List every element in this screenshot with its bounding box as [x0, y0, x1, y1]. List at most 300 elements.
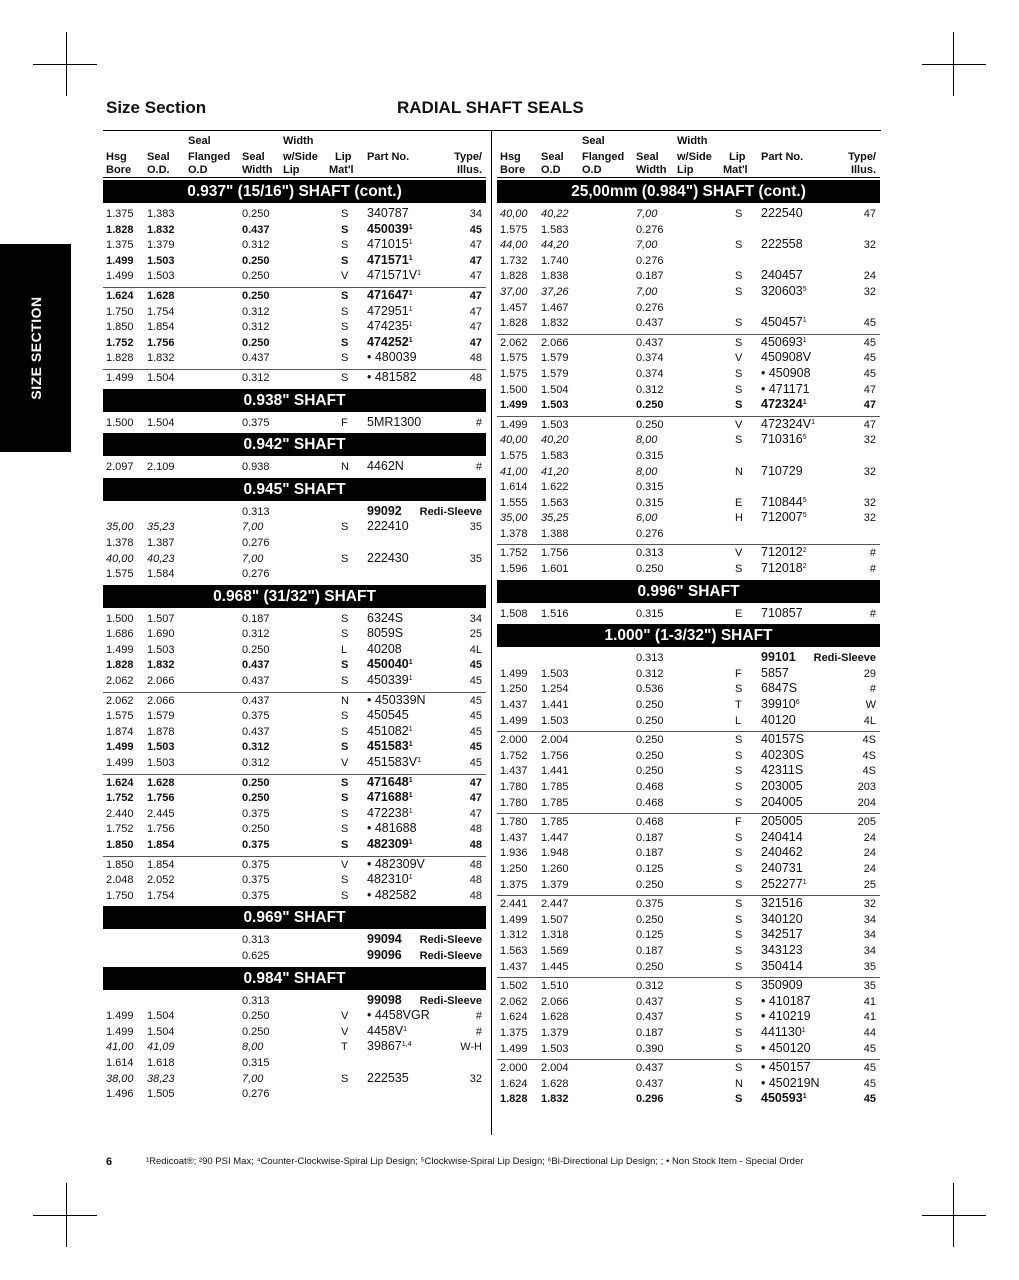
footnote-ref: 1: [417, 270, 421, 278]
lip-material: S: [341, 612, 349, 625]
table-row: [497, 223, 880, 239]
table-row: [103, 552, 486, 568]
footnote-ref: 1: [802, 336, 807, 344]
footnote-ref: 1: [408, 223, 413, 231]
type-illus: 47: [469, 270, 482, 283]
hsg-bore: 1.499: [106, 270, 134, 283]
type-illus: 45: [863, 317, 876, 330]
type-illus: 35: [469, 521, 482, 534]
table-row: [497, 651, 880, 667]
table-row: [103, 371, 486, 387]
hsg-bore: 1.850: [106, 839, 134, 851]
seal-od: 1.503: [147, 741, 175, 754]
type-illus: 34: [469, 612, 482, 625]
part-number: 222410: [367, 519, 409, 534]
table-row: [497, 433, 880, 449]
lip-material: S: [735, 980, 743, 993]
row-group: [103, 693, 486, 775]
footnote-ref: 1: [811, 418, 815, 426]
hdr-flanged: Flanged: [582, 151, 625, 163]
seal-od: 1.618: [147, 1056, 175, 1069]
seal-od: 40,20: [541, 434, 569, 447]
hsg-bore: 1.596: [500, 563, 528, 576]
seal-od: 1.507: [147, 612, 175, 625]
hsg-bore: 1.750: [106, 305, 134, 318]
hsg-bore: 1.499: [106, 1025, 134, 1038]
seal-od: 1.503: [147, 254, 175, 267]
hsg-bore: 1.499: [500, 399, 528, 412]
row-group: [497, 206, 880, 335]
footnote-ref: 1: [408, 659, 413, 667]
hdr-seal-width: Width: [242, 164, 273, 176]
row-group: [103, 857, 486, 907]
seal-od: 1.379: [541, 1026, 569, 1039]
part-number: 205005: [761, 814, 803, 829]
lip-material: S: [735, 1093, 743, 1106]
seal-width: 0.276: [242, 568, 270, 581]
footnote-ref: 2: [802, 563, 807, 571]
footnote-ref: 1: [408, 839, 413, 846]
table-row: [497, 979, 880, 995]
seal-width: 0.250: [242, 336, 270, 349]
page-number: 6: [106, 1156, 113, 1168]
table-row: [103, 949, 486, 965]
type-illus: 48: [469, 839, 482, 851]
lip-material: S: [341, 628, 349, 641]
type-illus: 205: [857, 816, 876, 829]
hsg-bore: 1.250: [500, 862, 528, 875]
type-illus: 32: [863, 434, 876, 447]
type-illus: 32: [863, 285, 876, 298]
seal-width: 0.250: [242, 792, 270, 805]
seal-width: 0.312: [636, 667, 664, 680]
type-illus: Redi-Sleeve: [419, 994, 482, 1007]
hsg-bore: 1.828: [500, 1093, 528, 1106]
seal-od: 1.503: [541, 1042, 569, 1055]
lip-material: S: [341, 776, 349, 789]
hsg-bore: 2.000: [500, 1062, 528, 1075]
table-row: [497, 995, 880, 1011]
lip-material: N: [341, 694, 349, 707]
table-row: [497, 527, 880, 543]
type-illus: 45: [863, 1042, 876, 1055]
hdr-matl: Mat'l: [723, 164, 748, 176]
lip-material: N: [735, 1077, 743, 1090]
seal-od: 1.503: [147, 757, 175, 770]
hsg-bore: 40,00: [500, 208, 528, 220]
seal-width: 0.938: [242, 461, 270, 474]
footnote-ref: 1: [802, 317, 807, 325]
table-row: [497, 878, 880, 894]
shaft-band: 0.968" (31/32") SHAFT: [103, 585, 486, 608]
part-number: 204005: [761, 794, 803, 809]
seal-width: 0.312: [242, 757, 270, 770]
part-number: • 410187: [761, 993, 811, 1008]
type-illus: Redi-Sleeve: [419, 505, 482, 518]
hdr-flanged-od: O.D: [188, 164, 208, 176]
seal-od: 2.066: [147, 675, 175, 688]
hdr-lip-mat: Lip: [729, 151, 746, 163]
table-row: [497, 336, 880, 352]
footnote-ref: 5: [802, 434, 807, 442]
seal-od: 1.854: [147, 839, 175, 851]
seal-od: 1.832: [541, 317, 569, 330]
lip-material: S: [735, 847, 743, 860]
seal-od: 1.832: [147, 352, 175, 365]
seal-width: 0.250: [636, 878, 664, 891]
type-illus: 34: [863, 944, 876, 957]
seal-od: 1.563: [541, 496, 569, 509]
seal-od: 1.628: [147, 776, 175, 789]
lip-material: S: [341, 254, 349, 267]
crop-mark: [922, 1215, 986, 1216]
table-row: [103, 838, 486, 854]
lip-material: N: [341, 461, 349, 474]
part-number: 451082$^1$: [367, 723, 413, 738]
type-illus: 32: [863, 239, 876, 252]
hsg-bore: 44,00: [500, 239, 528, 252]
hsg-bore: 1.750: [106, 889, 134, 902]
hdr-flanged-seal: Seal: [582, 135, 605, 147]
part-number: 471648$^1$: [367, 774, 413, 789]
crop-mark: [953, 1183, 954, 1247]
part-number: 472951$^1$: [367, 303, 413, 318]
seal-width: 0.250: [636, 399, 664, 412]
lip-material: V: [341, 858, 349, 871]
lip-material: N: [735, 465, 743, 478]
type-illus: 47: [469, 776, 482, 789]
seal-od: 1.516: [541, 607, 569, 620]
seal-width: 0.437: [242, 725, 270, 738]
type-illus: 45: [469, 675, 482, 688]
type-illus: 24: [863, 847, 876, 860]
table-row: [497, 316, 880, 332]
seal-width: 0.536: [636, 683, 664, 696]
part-number: 450908V: [761, 350, 812, 365]
crop-mark: [66, 32, 67, 96]
hsg-bore: 41,00: [106, 1041, 134, 1054]
hsg-bore: 41,00: [500, 465, 528, 478]
part-number: 40157S: [761, 732, 805, 747]
lip-material: S: [341, 371, 349, 384]
hsg-bore: 1.375: [500, 1026, 528, 1039]
table-row: [497, 383, 880, 399]
type-illus: #: [869, 563, 876, 576]
part-number: 5857: [761, 665, 789, 680]
type-illus: 4L: [469, 643, 482, 656]
table-row: [103, 756, 486, 772]
part-number: 474252$^1$: [367, 334, 413, 349]
lip-material: S: [735, 563, 743, 576]
table-row: [103, 776, 486, 792]
row-group: [497, 545, 880, 579]
hsg-bore: 1.828: [500, 317, 528, 330]
footnote-ref: 6: [795, 699, 800, 707]
seal-width: 0.375: [242, 874, 270, 887]
hsg-bore: 1.500: [500, 383, 528, 396]
type-illus: W-H: [460, 1041, 482, 1054]
lip-material: S: [341, 823, 349, 836]
hsg-bore: 2.000: [500, 734, 528, 747]
footnote: ¹Redicoat®; ²90 PSI Max; ⁴Counter-Clockwise-Spiral Lip Design; ⁵Clockwise-Spiral Lip Design; ⁶Bi-Directional Lip Design; ; • Non Stock Item - Special Order: [146, 1156, 804, 1167]
lip-material: S: [341, 208, 349, 220]
seal-od: 2.066: [541, 336, 569, 349]
seal-width: 0.315: [636, 481, 664, 494]
type-illus: 4S: [862, 734, 876, 747]
table-row: [103, 994, 486, 1010]
hdr-seal-width-seal: Seal: [242, 151, 265, 163]
hsg-bore: 1.499: [500, 418, 528, 431]
lip-material: V: [735, 418, 743, 431]
hsg-bore: 2.062: [500, 336, 528, 349]
crop-mark: [922, 64, 986, 65]
seal-od: 1.504: [147, 371, 175, 384]
seal-od: 1.383: [147, 208, 175, 220]
seal-od: 1.579: [541, 352, 569, 365]
hdr-lip: Lip: [677, 164, 694, 176]
hdr-illus: Illus.: [456, 164, 482, 176]
lip-material: S: [341, 741, 349, 754]
hsg-bore: 1.457: [500, 301, 528, 314]
type-illus: 45: [469, 725, 482, 738]
seal-od: 1.510: [541, 980, 569, 993]
seal-od: 1.854: [147, 321, 175, 334]
part-number: $472324V^1$: [761, 416, 815, 431]
part-number: 42311S: [761, 763, 804, 778]
table-row: [497, 1010, 880, 1026]
lip-material: S: [735, 960, 743, 973]
table-row: [497, 897, 880, 913]
footnote-ref: 1: [802, 878, 807, 886]
right-column: [497, 131, 880, 1110]
type-illus: 48: [469, 371, 482, 384]
hsg-bore: 1.752: [106, 792, 134, 805]
hdr-illus: Illus.: [850, 164, 876, 176]
shaft-band: 0.938" SHAFT: [103, 389, 486, 412]
table-row: [497, 480, 880, 496]
seal-width: 0.312: [636, 383, 664, 396]
table-row: [497, 351, 880, 367]
table-row: [497, 511, 880, 527]
shaft-band: 0.969" SHAFT: [103, 906, 486, 929]
table-row: [103, 269, 486, 285]
part-number: 450339$^1$: [367, 673, 413, 688]
table-row: [497, 367, 880, 383]
lip-material: F: [735, 667, 742, 680]
lip-material: S: [341, 305, 349, 318]
hsg-bore: 1.312: [500, 929, 528, 942]
seal-od: 1.583: [541, 223, 569, 236]
seal-od: 40,23: [147, 552, 175, 565]
seal-width: 8,00: [242, 1041, 264, 1054]
seal-od: 1.447: [541, 831, 569, 844]
seal-od: 1.756: [147, 336, 175, 349]
row-group: [497, 732, 880, 814]
type-illus: 45: [469, 659, 482, 672]
table-row: [103, 612, 486, 628]
table-row: [103, 223, 486, 239]
hdr-part-no: Part No.: [367, 151, 410, 163]
seal-width: 0.312: [242, 628, 270, 641]
table-row: [103, 858, 486, 874]
hsg-bore: 35,00: [500, 512, 528, 525]
footnote-ref: 1: [408, 289, 413, 297]
hsg-bore: 1.437: [500, 699, 528, 712]
footnote-ref: 1: [408, 254, 413, 262]
seal-width: 6,00: [636, 512, 658, 525]
type-illus: 32: [863, 512, 876, 525]
shaft-band: 0.945" SHAFT: [103, 478, 486, 501]
type-illus: 25: [469, 628, 482, 641]
hsg-bore: 1.752: [500, 749, 528, 762]
part-number: 222535: [367, 1070, 409, 1085]
seal-od: 1.379: [147, 239, 175, 252]
type-illus: 48: [469, 889, 482, 902]
footnote-ref: 1: [408, 675, 413, 683]
lip-material: S: [735, 944, 743, 957]
table-row: [103, 725, 486, 741]
seal-width: 0.375: [636, 898, 664, 911]
hsg-bore: 2.440: [106, 807, 134, 820]
table-row: [103, 416, 486, 432]
type-illus: 25: [863, 878, 876, 891]
table-row: [497, 465, 880, 481]
type-illus: W: [865, 699, 876, 712]
part-number: 712018$^2$: [761, 561, 807, 576]
table-row: [103, 520, 486, 536]
seal-width: 0.276: [636, 254, 664, 267]
table-row: [497, 913, 880, 929]
part-number: 450457$^1$: [761, 315, 807, 330]
type-illus: 47: [863, 208, 876, 220]
seal-width: 0.276: [636, 527, 664, 540]
part-number: 99094: [367, 932, 402, 947]
hsg-bore: 1.499: [500, 714, 528, 727]
hsg-bore: 1.499: [106, 254, 134, 267]
table-row: [497, 418, 880, 434]
hsg-bore: 1.828: [106, 352, 134, 365]
hsg-bore: 1.828: [106, 659, 134, 672]
seal-width: 0.125: [636, 862, 664, 875]
table-row: [497, 496, 880, 512]
type-illus: 4S: [862, 749, 876, 762]
type-illus: 45: [863, 367, 876, 380]
lip-material: S: [341, 710, 349, 723]
type-illus: 45: [863, 1077, 876, 1090]
part-number: 472238$^1$: [367, 805, 413, 820]
hsg-bore: 1.850: [106, 321, 134, 334]
footnote-ref: 1: [403, 1025, 408, 1033]
type-illus: 47: [863, 383, 876, 396]
table-row: [497, 928, 880, 944]
seal-width: 0.313: [242, 934, 270, 947]
type-illus: 24: [863, 270, 876, 283]
table-row: [497, 1092, 880, 1108]
footnote-ref: 1: [408, 792, 413, 800]
lip-material: V: [341, 757, 349, 770]
seal-width: 0.250: [242, 1010, 270, 1023]
hsg-bore: 1.437: [500, 960, 528, 973]
seal-od: 1.579: [541, 367, 569, 380]
seal-width: 0.187: [636, 831, 664, 844]
part-number: 240414: [761, 829, 803, 844]
table-row: [103, 807, 486, 823]
hsg-bore: 1.732: [500, 254, 528, 267]
lip-material: V: [341, 1025, 349, 1038]
part-number: • 481582: [367, 369, 417, 384]
type-illus: 48: [469, 858, 482, 871]
seal-width: 0.437: [636, 317, 664, 330]
type-illus: 34: [469, 208, 482, 220]
hdr-hsg: Hsg: [500, 151, 521, 163]
lip-material: S: [341, 1072, 349, 1085]
seal-od: 1.756: [541, 749, 569, 762]
type-illus: 45: [469, 757, 482, 770]
type-illus: 45: [863, 1062, 876, 1075]
table-row: [497, 449, 880, 465]
seal-od: 1.388: [541, 527, 569, 540]
seal-width: 0.250: [242, 289, 270, 302]
table-row: [103, 822, 486, 838]
seal-width: 0.375: [242, 889, 270, 902]
hsg-bore: 1.499: [500, 667, 528, 680]
part-number: 710844$^5$: [761, 494, 807, 509]
hdr-wside: w/Side: [677, 151, 712, 163]
row-group: [103, 370, 486, 389]
seal-width: 0.312: [636, 980, 664, 993]
part-number: 99096: [367, 947, 402, 962]
lip-material: S: [341, 839, 349, 851]
lip-material: S: [735, 781, 743, 793]
part-number: 222430: [367, 550, 409, 565]
seal-width: 0.437: [242, 659, 270, 672]
type-illus: 47: [469, 807, 482, 820]
part-number: 99098: [367, 992, 402, 1007]
seal-width: 7,00: [242, 521, 264, 534]
table-row: [497, 960, 880, 976]
table-row: [497, 301, 880, 317]
table-row: [497, 254, 880, 270]
part-number: 472324$^1$: [761, 397, 807, 412]
hsg-bore: 1.780: [500, 796, 528, 809]
seal-od: 1.628: [541, 1011, 569, 1024]
part-number: 710316$^5$: [761, 432, 807, 447]
seal-od: 1.579: [147, 710, 175, 723]
lip-material: S: [341, 889, 349, 902]
table-row: [497, 285, 880, 301]
table-row: [103, 1025, 486, 1041]
hsg-bore: 1.624: [106, 289, 134, 302]
hsg-bore: 1.624: [500, 1011, 528, 1024]
seal-width: 0.313: [636, 652, 664, 665]
seal-od: 1.441: [541, 699, 569, 712]
seal-od: 2.052: [147, 874, 175, 887]
lip-material: S: [735, 831, 743, 844]
seal-width: 0.375: [242, 807, 270, 820]
hsg-bore: 1.375: [106, 208, 134, 220]
seal-width: 0.312: [242, 371, 270, 384]
lip-material: F: [735, 816, 742, 829]
lip-material: S: [735, 749, 743, 762]
type-illus: 47: [469, 321, 482, 334]
table-row: [103, 207, 486, 223]
footnote-ref: 1,4: [401, 1041, 412, 1049]
type-illus: 47: [469, 254, 482, 267]
hsg-bore: 1.624: [500, 1077, 528, 1090]
table-row: [497, 733, 880, 749]
table-row: [103, 1040, 486, 1056]
table-row: [103, 254, 486, 270]
